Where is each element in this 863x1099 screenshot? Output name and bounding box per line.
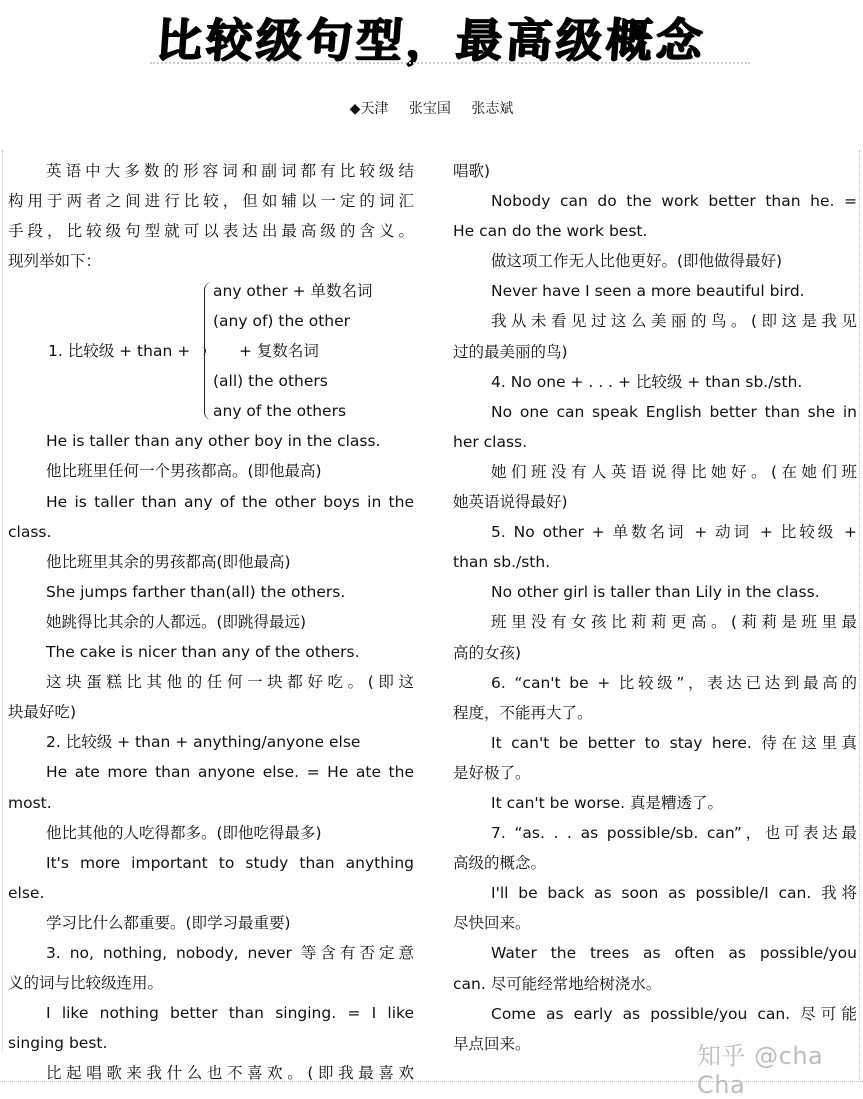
zhihu-watermark: 知乎 @cha Cha: [697, 1042, 824, 1099]
text-line: The cake is nicer than any of the others.: [46, 643, 360, 662]
text-line: 学习比什么都重要。(即学习最重要): [46, 913, 291, 932]
text-line: 这块蛋糕比其他的任何一块都好吃。(即这: [46, 673, 414, 692]
text-line: 比起唱歌来我什么也不喜欢。(即我最喜欢: [46, 1064, 414, 1083]
text-line: It can't be better to stay here. 待在这里真: [491, 733, 857, 752]
text-line: 班里没有女孩比莉莉更高。(莉莉是班里最: [491, 613, 857, 632]
text-line: 程度，不能再大了。: [453, 703, 593, 722]
formula-option: (any of) the other: [213, 312, 351, 331]
text-line: He is taller than any of the other boys in the: [46, 492, 414, 511]
text-line: 她英语说得最好): [453, 493, 568, 512]
author-name: 张宝国: [408, 101, 451, 117]
text-line: Nobody can do the work better than he. =: [491, 192, 857, 211]
title-underline-texture: [150, 54, 750, 64]
text-line: He ate more than anyone else. = He ate the: [46, 763, 414, 782]
text-line: I like nothing better than singing. = I like: [46, 1004, 414, 1023]
diamond-icon: ◆: [349, 101, 361, 117]
formula-option: any of the others: [213, 402, 347, 421]
text-line: most.: [8, 793, 52, 812]
text-line: It can't be worse. 真是糟透了。: [491, 793, 723, 812]
text-line: 早点回来。: [453, 1034, 531, 1053]
text-line: 高的女孩): [453, 643, 522, 662]
formula-options: [213, 276, 373, 426]
left-column: [8, 156, 414, 1088]
left-column-body: [8, 426, 414, 1088]
text-line: 唱歌): [453, 162, 491, 180]
text-line: No other girl is taller than Lily in the class.: [491, 583, 820, 602]
text-line: He can do the work best.: [453, 222, 648, 241]
text-line: 是好极了。: [453, 763, 531, 782]
text-line: He is taller than any other boy in the class.: [46, 432, 381, 451]
text-line: 6. “can't be + 比较级”，表达已达到最高的: [491, 673, 857, 692]
intro-line: 手段，比较级句型就可以表达出最高级的含义。: [8, 222, 414, 241]
text-line: 4. No one + . . . + 比较级 + than sb./sth.: [491, 372, 803, 391]
text-line: class.: [8, 522, 52, 541]
text-line: 他比班里任何一个男孩都高。(即他最高): [46, 462, 322, 481]
text-line: She jumps farther than(all) the others.: [46, 582, 346, 601]
text-line: 2. 比较级 + than + anything/anyone else: [46, 733, 361, 752]
text-line: 他比班里其余的男孩都高(即他最高): [46, 552, 291, 571]
author-name: 张志斌: [471, 101, 514, 117]
text-line: can. 尽可能经常地给树浇水。: [453, 974, 662, 993]
text-line: Never have I seen a more beautiful bird.: [491, 282, 805, 301]
text-line: else.: [8, 883, 45, 902]
text-line: It's more important to study than anything: [46, 853, 414, 872]
formula-option: + 复数名词: [239, 342, 319, 361]
article-title: 比较级句型，最高级概念: [154, 13, 709, 67]
text-line: 3. no, nothing, nobody, never 等含有否定意: [46, 943, 414, 962]
text-line: 7. “as. . . as possible/sb. can”，也可表达最: [491, 824, 857, 843]
intro-line: 现列举如下：: [8, 252, 102, 271]
text-line: 块最好吃): [8, 703, 77, 722]
byline-marker-and-place: ◆天津: [349, 101, 389, 117]
scan-edge-right: [859, 150, 860, 1080]
intro-line: 构用于两者之间进行比较，但如辅以一定的词汇: [8, 192, 414, 211]
formula-1: [8, 276, 414, 426]
formula-lead: 1. 比较级 + than +: [48, 342, 191, 361]
text-line: her class.: [453, 432, 528, 451]
text-line: 尽快回来。: [453, 914, 531, 933]
formula-option: (all) the others: [213, 372, 328, 391]
right-column-body: [453, 156, 857, 1059]
text-line: than sb./sth.: [453, 553, 551, 572]
scan-edge-left: [2, 150, 3, 1050]
text-line: 义的词与比较级连用。: [8, 974, 164, 993]
byline: [0, 98, 863, 118]
text-line: No one can speak English better than she in: [491, 402, 857, 421]
text-line: Come as early as possible/you can. 尽可能: [491, 1004, 857, 1023]
text-line: 她们班没有人英语说得比她好。(在她们班: [491, 462, 857, 481]
text-line: 我从未看见过这么美丽的鸟。(即这是我见: [491, 312, 857, 331]
text-line: I'll be back as soon as possible/I can. 我将: [491, 884, 857, 903]
right-column: [453, 156, 857, 1059]
text-line: singing best.: [8, 1034, 108, 1053]
text-line: 高级的概念。: [453, 854, 547, 873]
intro-line: 英语中大多数的形容词和副词都有比较级结: [46, 162, 414, 180]
text-line: 他比其他的人吃得都多。(即他吃得最多): [46, 823, 322, 842]
text-line: Water the trees as often as possible/you: [491, 944, 857, 963]
text-line: 做这项工作无人比他更好。(即他做得最好): [491, 252, 783, 271]
text-line: 5. No other + 单数名词 + 动词 + 比较级 +: [491, 523, 857, 542]
text-line: 她跳得比其余的人都远。(即跳得最远): [46, 612, 307, 631]
text-line: 过的最美丽的鸟): [453, 342, 568, 361]
formula-option: any other + 单数名词: [213, 282, 373, 301]
